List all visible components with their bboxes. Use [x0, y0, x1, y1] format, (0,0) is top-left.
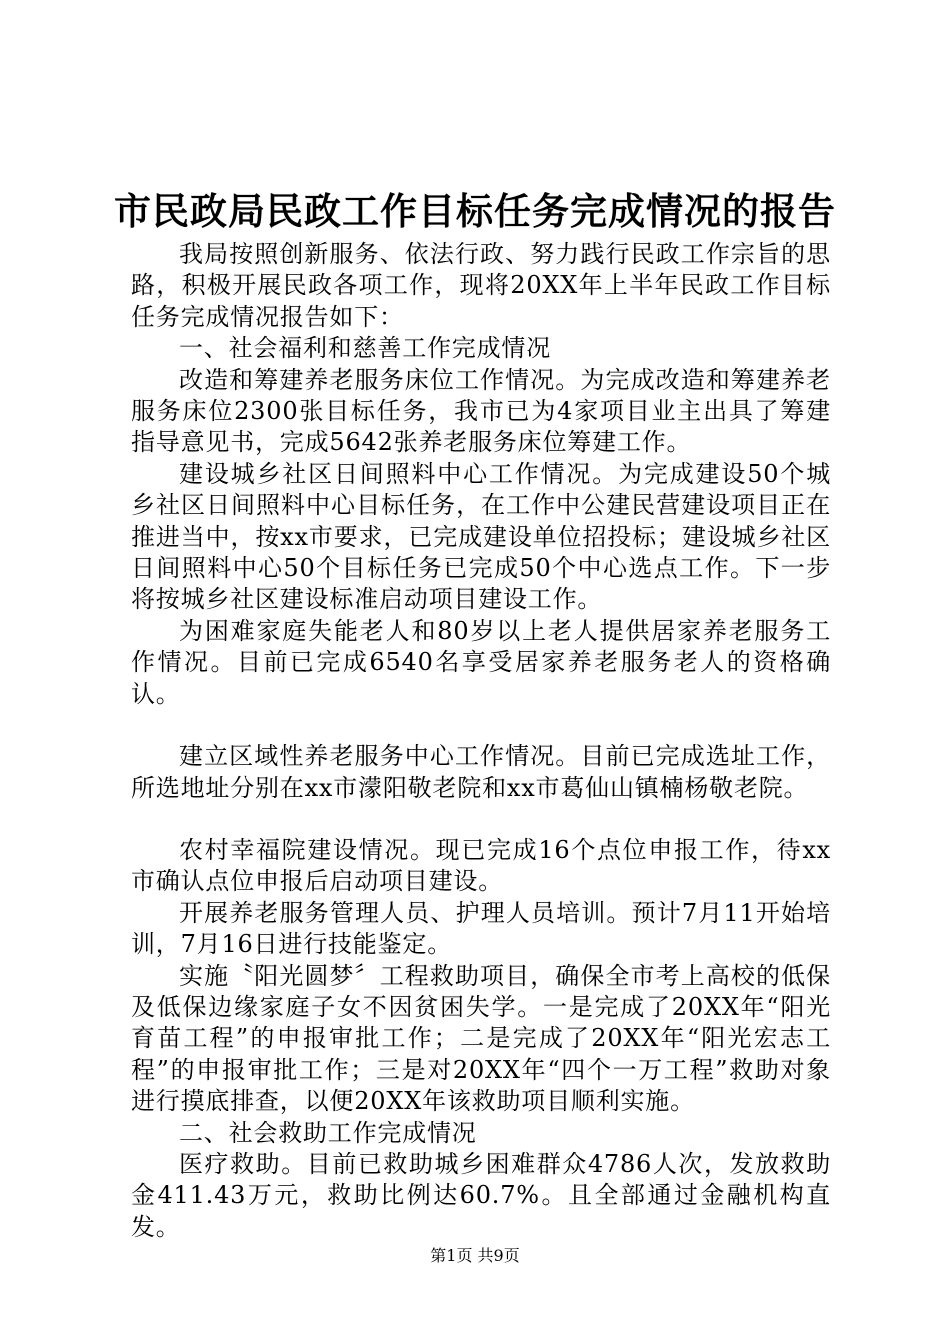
- section-heading-welfare: 一、社会福利和慈善工作完成情况: [179, 334, 551, 363]
- paragraph-home-care: 为困难家庭失能老人和80岁以上老人提供居家养老服务工作情况。目前已完成6540名享受居家养老服务老人的资格确认。: [131, 616, 831, 708]
- page-number: 第1页 共9页: [430, 1246, 520, 1265]
- paragraph-intro: 我局按照创新服务、依法行政、努力践行民政工作宗旨的思路，积极开展民政各项工作，现将20XX年上半年民政工作目标任务完成情况报告如下：: [131, 240, 831, 331]
- paragraph-sunshine-project: 实施〝阳光圆梦〞工程救助项目，确保全市考上高校的低保及低保边缘家庭子女不因贫困失学。一是完成了20XX年“阳光育苗工程”的申报审批工作；二是完成了20XX年“阳光宏志工程”的申报审批工作；三是对20XX年“四个一万工程”救助对象进行摸底排查，以便20XX年该救助项目顺利实施。: [131, 961, 831, 1116]
- document-title: 市民政局民政工作目标任务完成情况的报告: [114, 189, 836, 233]
- paragraph-elderly-beds: 改造和筹建养老服务床位工作情况。为完成改造和筹建养老服务床位2300张目标任务，我市已为4家项目业主出具了筹建指导意见书，完成5642张养老服务床位筹建工作。: [131, 365, 831, 457]
- paragraph-day-care-centers: 建设城乡社区日间照料中心工作情况。为完成建设50个城乡社区日间照料中心目标任务，在工作中公建民营建设项目正在推进当中，按xx市要求，已完成建设单位招投标；建设城乡社区日间照料中心50个目标任务已完成50个中心选点工作。下一步将按城乡社区建设标准启动项目建设工作。: [131, 459, 831, 614]
- paragraph-rural-happiness: 农村幸福院建设情况。现已完成16个点位申报工作，待xx市确认点位申报后启动项目建设。: [131, 835, 831, 896]
- paragraph-regional-center: 建立区域性养老服务中心工作情况。目前已完成选址工作，所选地址分别在xx市濛阳敬老院和xx市葛仙山镇楠杨敬老院。: [131, 742, 831, 802]
- paragraph-training: 开展养老服务管理人员、护理人员培训。预计7月11开始培训，7月16日进行技能鉴定。: [131, 898, 831, 959]
- paragraph-medical-aid: 医疗救助。目前已救助城乡困难群众4786人次，发放救助金411.43万元，救助比例达60.7%。且全部通过金融机构直发。: [131, 1149, 831, 1241]
- document-body: [131, 239, 831, 1243]
- section-heading-assistance: 二、社会救助工作完成情况: [179, 1118, 477, 1147]
